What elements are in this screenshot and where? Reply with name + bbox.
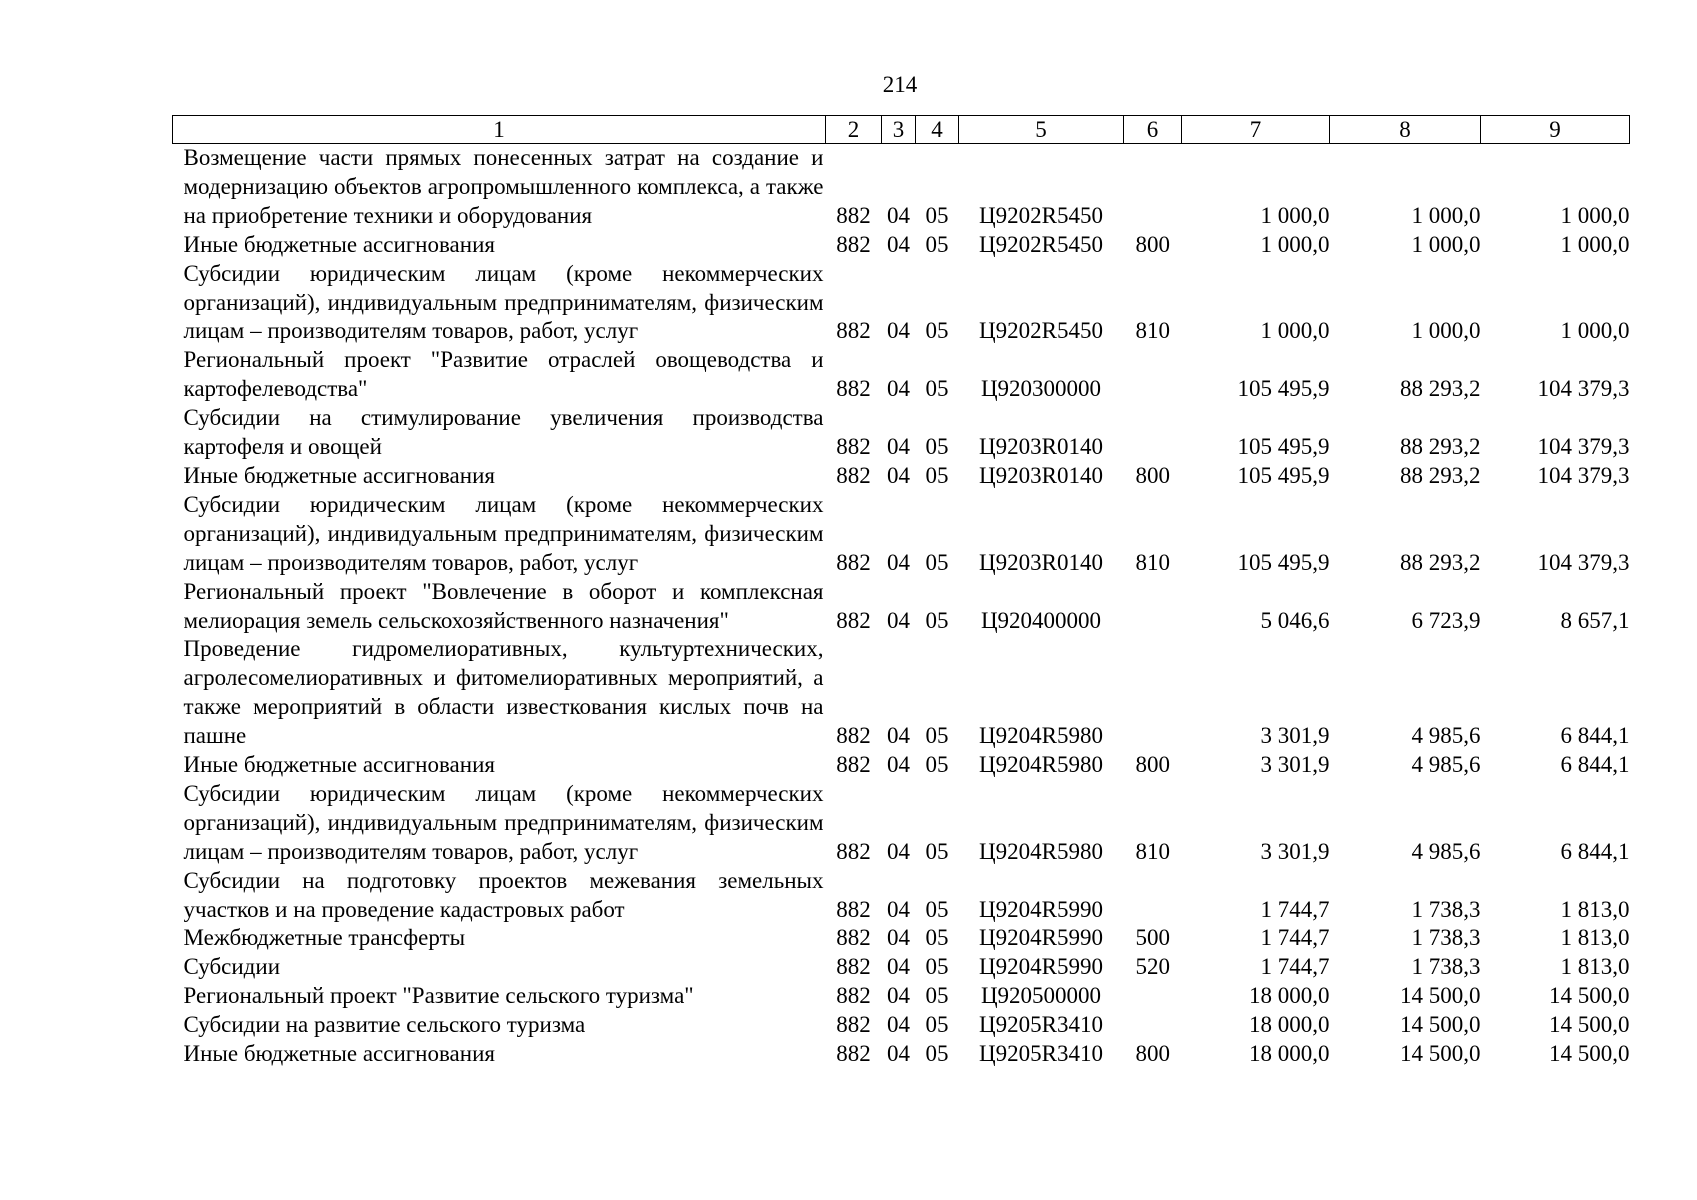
row-amount-1: 1 000,0 bbox=[1260, 202, 1330, 228]
row-amount-1: 1 744,7 bbox=[1260, 896, 1330, 922]
row-amount-2: 6 723,9 bbox=[1411, 607, 1481, 633]
column-header-7: 7 bbox=[1182, 116, 1330, 144]
row-grbs: 882 bbox=[836, 462, 871, 488]
row-section: 04 bbox=[887, 838, 910, 864]
table-row bbox=[173, 144, 1630, 231]
table-row bbox=[173, 260, 1630, 347]
column-header-4: 4 bbox=[916, 116, 959, 144]
row-amount-3: 1 000,0 bbox=[1560, 318, 1630, 344]
row-amount-2: 88 293,2 bbox=[1400, 376, 1481, 402]
row-expense-type bbox=[1124, 346, 1182, 404]
row-target-article: Ц9203R0140 bbox=[979, 549, 1103, 575]
row-name: Субсидии bbox=[183, 954, 281, 980]
table-row bbox=[173, 462, 1630, 491]
row-amount-3: 14 500,0 bbox=[1549, 1012, 1630, 1038]
row-expense-type bbox=[1124, 982, 1182, 1011]
row-amount-1: 3 301,9 bbox=[1260, 838, 1330, 864]
row-expense-type: 500 bbox=[1135, 925, 1170, 951]
row-amount-2: 4 985,6 bbox=[1411, 752, 1481, 778]
row-expense-type bbox=[1124, 144, 1182, 231]
row-subsection: 05 bbox=[925, 462, 949, 488]
column-header-3: 3 bbox=[882, 116, 916, 144]
row-subsection: 05 bbox=[925, 723, 949, 749]
row-amount-3: 1 000,0 bbox=[1560, 202, 1630, 228]
row-expense-type: 800 bbox=[1135, 231, 1170, 257]
row-expense-type bbox=[1124, 867, 1182, 925]
row-name: Региональный проект "Развитие сельского туризма" bbox=[183, 983, 694, 1009]
row-target-article: Ц9204R5980 bbox=[979, 752, 1103, 778]
row-amount-2: 1 000,0 bbox=[1411, 318, 1481, 344]
row-grbs: 882 bbox=[836, 434, 871, 460]
row-section: 04 bbox=[887, 434, 910, 460]
row-amount-1: 105 495,9 bbox=[1237, 376, 1330, 402]
row-name: Иные бюджетные ассигнования bbox=[183, 752, 495, 778]
row-name: Региональный проект "Вовлечение в оборот и комплексная мелиорация земель сельскохозяйственного назначения" bbox=[183, 578, 824, 633]
row-section: 04 bbox=[887, 202, 910, 228]
row-section: 04 bbox=[887, 723, 910, 749]
column-header-9: 9 bbox=[1481, 116, 1630, 144]
page-number: 214 bbox=[882, 72, 918, 97]
row-amount-2: 4 985,6 bbox=[1411, 723, 1481, 749]
row-target-article: Ц920300000 bbox=[980, 376, 1102, 402]
row-amount-1: 1 000,0 bbox=[1260, 318, 1330, 344]
row-amount-1: 1 744,7 bbox=[1260, 925, 1330, 951]
table-row bbox=[173, 1011, 1630, 1040]
row-amount-2: 14 500,0 bbox=[1400, 1041, 1481, 1067]
budget-table bbox=[172, 115, 1630, 1069]
row-name: Субсидии юридическим лицам (кроме некоммерческих организаций), индивидуальным предпринимателям, физическим лицам – производителям товаров, работ, услуг bbox=[183, 780, 824, 864]
row-grbs: 882 bbox=[836, 752, 871, 778]
row-grbs: 882 bbox=[836, 549, 871, 575]
row-subsection: 05 bbox=[925, 231, 949, 257]
row-name: Иные бюджетные ассигнования bbox=[183, 231, 495, 257]
row-section: 04 bbox=[887, 896, 910, 922]
row-subsection: 05 bbox=[925, 202, 949, 228]
row-name: Субсидии на развитие сельского туризма bbox=[183, 1012, 586, 1038]
table-header-row bbox=[173, 116, 1630, 144]
row-amount-2: 1 000,0 bbox=[1411, 231, 1481, 257]
row-section: 04 bbox=[887, 231, 910, 257]
row-grbs: 882 bbox=[836, 1012, 871, 1038]
row-grbs: 882 bbox=[836, 983, 871, 1009]
row-subsection: 05 bbox=[925, 838, 949, 864]
row-expense-type: 810 bbox=[1135, 318, 1170, 344]
row-amount-1: 1 000,0 bbox=[1260, 231, 1330, 257]
row-section: 04 bbox=[887, 318, 910, 344]
row-subsection: 05 bbox=[925, 318, 949, 344]
row-expense-type: 810 bbox=[1135, 549, 1170, 575]
row-name: Субсидии на стимулирование увеличения производства картофеля и овощей bbox=[183, 405, 824, 460]
row-grbs: 882 bbox=[836, 896, 871, 922]
row-name: Региональный проект "Развитие отраслей овощеводства и картофелеводства" bbox=[183, 347, 824, 402]
column-header-1: 1 bbox=[173, 116, 826, 144]
row-target-article: Ц9204R5990 bbox=[979, 896, 1103, 922]
row-expense-type: 800 bbox=[1135, 462, 1170, 488]
row-subsection: 05 bbox=[925, 607, 949, 633]
column-header-2: 2 bbox=[826, 116, 882, 144]
row-subsection: 05 bbox=[925, 376, 949, 402]
table-row bbox=[173, 578, 1630, 636]
row-subsection: 05 bbox=[925, 434, 949, 460]
row-amount-1: 1 744,7 bbox=[1260, 954, 1330, 980]
row-amount-1: 18 000,0 bbox=[1249, 1041, 1330, 1067]
row-amount-2: 4 985,6 bbox=[1411, 838, 1481, 864]
row-subsection: 05 bbox=[925, 1012, 949, 1038]
row-expense-type: 520 bbox=[1135, 954, 1170, 980]
column-header-5: 5 bbox=[959, 116, 1124, 144]
row-amount-1: 105 495,9 bbox=[1237, 549, 1330, 575]
row-amount-1: 105 495,9 bbox=[1237, 434, 1330, 460]
row-subsection: 05 bbox=[925, 954, 949, 980]
row-section: 04 bbox=[887, 752, 910, 778]
row-section: 04 bbox=[887, 954, 910, 980]
row-amount-3: 104 379,3 bbox=[1537, 376, 1630, 402]
row-expense-type bbox=[1124, 404, 1182, 462]
row-amount-1: 3 301,9 bbox=[1260, 723, 1330, 749]
row-target-article: Ц9204R5980 bbox=[979, 723, 1103, 749]
row-name: Субсидии на подготовку проектов межевания земельных участков и на проведение кадастровых работ bbox=[183, 867, 824, 922]
row-name: Возмещение части прямых понесенных затрат на создание и модернизацию объектов агропромышленного комплекса, а также на приобретение техники и оборудования bbox=[183, 145, 824, 228]
row-target-article: Ц9202R5450 bbox=[979, 202, 1103, 228]
column-header-8: 8 bbox=[1330, 116, 1481, 144]
row-target-article: Ц920500000 bbox=[980, 983, 1102, 1009]
row-amount-3: 1 000,0 bbox=[1560, 231, 1630, 257]
table-row bbox=[173, 780, 1630, 867]
table-row bbox=[173, 346, 1630, 404]
row-name: Иные бюджетные ассигнования bbox=[183, 462, 495, 488]
row-amount-2: 88 293,2 bbox=[1400, 434, 1481, 460]
row-amount-1: 18 000,0 bbox=[1249, 983, 1330, 1009]
row-amount-3: 104 379,3 bbox=[1537, 462, 1630, 488]
table-body bbox=[173, 144, 1630, 1070]
row-subsection: 05 bbox=[925, 752, 949, 778]
row-subsection: 05 bbox=[925, 983, 949, 1009]
table-row bbox=[173, 751, 1630, 780]
row-name: Субсидии юридическим лицам (кроме некоммерческих организаций), индивидуальным предпринимателям, физическим лицам – производителям товаров, работ, услуг bbox=[183, 260, 824, 344]
row-amount-3: 8 657,1 bbox=[1560, 607, 1630, 633]
row-name: Иные бюджетные ассигнования bbox=[183, 1041, 495, 1067]
table-row bbox=[173, 924, 1630, 953]
row-target-article: Ц9203R0140 bbox=[979, 434, 1103, 460]
row-amount-3: 14 500,0 bbox=[1549, 1041, 1630, 1067]
row-amount-2: 14 500,0 bbox=[1400, 983, 1481, 1009]
table-row bbox=[173, 491, 1630, 578]
row-grbs: 882 bbox=[836, 607, 871, 633]
row-amount-3: 104 379,3 bbox=[1537, 434, 1630, 460]
row-name: Межбюджетные трансферты bbox=[183, 925, 466, 951]
row-target-article: Ц9203R0140 bbox=[979, 462, 1103, 488]
row-target-article: Ц9204R5990 bbox=[979, 954, 1103, 980]
row-grbs: 882 bbox=[836, 954, 871, 980]
row-target-article: Ц9205R3410 bbox=[979, 1012, 1103, 1038]
row-amount-2: 88 293,2 bbox=[1400, 549, 1481, 575]
row-amount-1: 105 495,9 bbox=[1237, 462, 1330, 488]
table-row bbox=[173, 404, 1630, 462]
table-header bbox=[173, 116, 1630, 144]
row-expense-type: 810 bbox=[1135, 838, 1170, 864]
row-section: 04 bbox=[887, 376, 910, 402]
row-grbs: 882 bbox=[836, 318, 871, 344]
row-amount-2: 1 738,3 bbox=[1411, 925, 1481, 951]
row-target-article: Ц9202R5450 bbox=[979, 318, 1103, 344]
row-amount-1: 18 000,0 bbox=[1249, 1012, 1330, 1038]
row-section: 04 bbox=[887, 607, 910, 633]
row-subsection: 05 bbox=[925, 925, 949, 951]
row-amount-3: 104 379,3 bbox=[1537, 549, 1630, 575]
row-section: 04 bbox=[887, 925, 910, 951]
row-amount-2: 88 293,2 bbox=[1400, 462, 1481, 488]
row-amount-3: 1 813,0 bbox=[1560, 954, 1630, 980]
row-section: 04 bbox=[887, 549, 910, 575]
row-amount-3: 6 844,1 bbox=[1560, 752, 1630, 778]
row-grbs: 882 bbox=[836, 202, 871, 228]
row-name: Субсидии юридическим лицам (кроме некоммерческих организаций), индивидуальным предпринимателям, физическим лицам – производителям товаров, работ, услуг bbox=[183, 491, 824, 575]
row-section: 04 bbox=[887, 983, 910, 1009]
column-header-6: 6 bbox=[1124, 116, 1182, 144]
table-row bbox=[173, 1040, 1630, 1069]
row-amount-3: 6 844,1 bbox=[1560, 838, 1630, 864]
row-name: Проведение гидромелиоративных, культуртехнических, агролесомелиоративных и фитомелиоративных мероприятий, а также мероприятий в области известкования кислых почв на пашне bbox=[183, 636, 824, 749]
row-grbs: 882 bbox=[836, 838, 871, 864]
row-expense-type: 800 bbox=[1135, 1041, 1170, 1067]
row-expense-type bbox=[1124, 635, 1182, 751]
row-expense-type bbox=[1124, 578, 1182, 636]
row-grbs: 882 bbox=[836, 376, 871, 402]
row-expense-type: 800 bbox=[1135, 752, 1170, 778]
row-amount-3: 1 813,0 bbox=[1560, 896, 1630, 922]
row-grbs: 882 bbox=[836, 1041, 871, 1067]
table-row bbox=[173, 635, 1630, 751]
row-expense-type bbox=[1124, 1011, 1182, 1040]
row-amount-2: 1 738,3 bbox=[1411, 896, 1481, 922]
row-amount-2: 1 000,0 bbox=[1411, 202, 1481, 228]
row-section: 04 bbox=[887, 462, 910, 488]
row-grbs: 882 bbox=[836, 723, 871, 749]
table-row bbox=[173, 982, 1630, 1011]
row-target-article: Ц920400000 bbox=[980, 607, 1102, 633]
row-amount-3: 1 813,0 bbox=[1560, 925, 1630, 951]
row-amount-2: 1 738,3 bbox=[1411, 954, 1481, 980]
table-row bbox=[173, 231, 1630, 260]
row-subsection: 05 bbox=[925, 1041, 949, 1067]
table-row bbox=[173, 953, 1630, 982]
row-section: 04 bbox=[887, 1041, 910, 1067]
row-target-article: Ц9205R3410 bbox=[979, 1041, 1103, 1067]
row-subsection: 05 bbox=[925, 896, 949, 922]
row-grbs: 882 bbox=[836, 925, 871, 951]
row-amount-2: 14 500,0 bbox=[1400, 1012, 1481, 1038]
row-amount-3: 6 844,1 bbox=[1560, 723, 1630, 749]
row-section: 04 bbox=[887, 1012, 910, 1038]
table-row bbox=[173, 867, 1630, 925]
row-target-article: Ц9202R5450 bbox=[979, 231, 1103, 257]
row-target-article: Ц9204R5990 bbox=[979, 925, 1103, 951]
row-amount-1: 5 046,6 bbox=[1260, 607, 1330, 633]
row-subsection: 05 bbox=[925, 549, 949, 575]
row-amount-1: 3 301,9 bbox=[1260, 752, 1330, 778]
row-target-article: Ц9204R5980 bbox=[979, 838, 1103, 864]
row-grbs: 882 bbox=[836, 231, 871, 257]
row-amount-3: 14 500,0 bbox=[1549, 983, 1630, 1009]
